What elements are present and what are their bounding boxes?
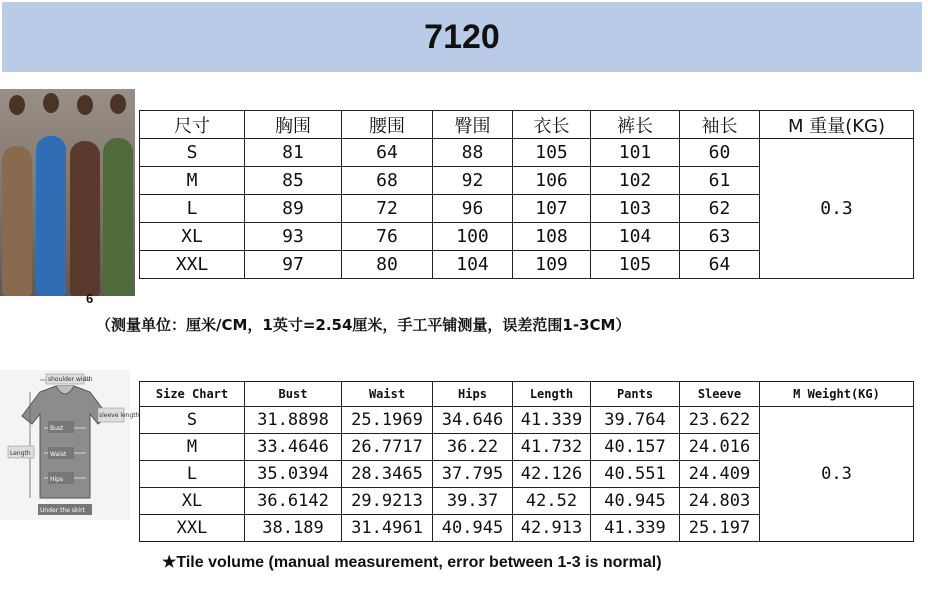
table-cell: 108 [513, 223, 591, 251]
table-cell: 104 [591, 223, 680, 251]
length-label: Length [10, 450, 31, 457]
table-cell: 23.622 [680, 407, 760, 434]
table-cell: L [140, 461, 245, 488]
table-cell: 63 [680, 223, 760, 251]
table-cell: 33.4646 [245, 434, 342, 461]
header-cell: 尺寸 [140, 111, 245, 139]
measurement-note-cn: （测量单位：厘米/CM，1英寸=2.54厘米，手工平铺测量，误差范围1-3CM） [96, 316, 631, 334]
table-cell: 107 [513, 195, 591, 223]
table-cell: 103 [591, 195, 680, 223]
table-cell: 62 [680, 195, 760, 223]
table-cell: 100 [433, 223, 513, 251]
header-cell: 衣长 [513, 111, 591, 139]
table-cell: 89 [245, 195, 342, 223]
table-cell: 36.22 [433, 434, 513, 461]
header-cell: M 重量(KG) [760, 111, 914, 139]
table-cell: 101 [591, 139, 680, 167]
table-cell: 24.409 [680, 461, 760, 488]
measurement-diagram [0, 370, 140, 520]
table-cell: XXL [140, 515, 245, 542]
table-cell: S [140, 139, 245, 167]
table-cell: 40.551 [591, 461, 680, 488]
waist-label: Waist [50, 451, 67, 458]
table-cell: 104 [433, 251, 513, 279]
table-cell: 93 [245, 223, 342, 251]
table-cell: 25.1969 [342, 407, 433, 434]
table-cell: M [140, 167, 245, 195]
table-cell: 68 [342, 167, 433, 195]
table-cell: 92 [433, 167, 513, 195]
table-cell: 41.339 [513, 407, 591, 434]
header-cell: 胸围 [245, 111, 342, 139]
table-cell: 64 [680, 251, 760, 279]
table-cell: 97 [245, 251, 342, 279]
title-banner [2, 2, 922, 72]
table-row [140, 139, 914, 167]
weight-cell: 0.3 [760, 407, 914, 542]
table-cell: 34.646 [433, 407, 513, 434]
table-cell: 81 [245, 139, 342, 167]
header-cell: Size Chart [140, 382, 245, 407]
table-cell: 39.37 [433, 488, 513, 515]
header-cell: Length [513, 382, 591, 407]
table-cell: 41.339 [591, 515, 680, 542]
measurement-note-en: ★Tile volume (manual measurement, error between 1-3 is normal) [162, 554, 662, 571]
table-cell: S [140, 407, 245, 434]
table-cell: 25.197 [680, 515, 760, 542]
size-table-cm [139, 110, 914, 279]
shoulder-label: shoulder width [48, 376, 93, 383]
table-header-row [140, 382, 914, 407]
photo-caption: 6 [86, 291, 94, 306]
table-cell: 102 [591, 167, 680, 195]
table-cell: XL [140, 488, 245, 515]
bust-label: Bust [50, 425, 64, 432]
page-title: 7120 [424, 17, 500, 56]
table-cell: 80 [342, 251, 433, 279]
table-cell: 28.3465 [342, 461, 433, 488]
table-cell: XL [140, 223, 245, 251]
product-photo [0, 89, 135, 296]
table-cell: 76 [342, 223, 433, 251]
header-cell: 袖长 [680, 111, 760, 139]
header-cell: 裤长 [591, 111, 680, 139]
table-cell: 31.8898 [245, 407, 342, 434]
header-cell: 腰围 [342, 111, 433, 139]
table-cell: 88 [433, 139, 513, 167]
header-cell: Bust [245, 382, 342, 407]
dress-diagram [0, 370, 140, 520]
table-cell: 105 [591, 251, 680, 279]
sleeve-label: sleeve length [99, 412, 140, 419]
header-cell: 臀围 [433, 111, 513, 139]
table-cell: 40.945 [591, 488, 680, 515]
table-cell: 24.016 [680, 434, 760, 461]
table-cell: 72 [342, 195, 433, 223]
header-cell: M Weight(KG) [760, 382, 914, 407]
table-cell: 42.52 [513, 488, 591, 515]
table-cell: 41.732 [513, 434, 591, 461]
header-cell: Waist [342, 382, 433, 407]
table-cell: XXL [140, 251, 245, 279]
header-cell: Sleeve [680, 382, 760, 407]
table-cell: 26.7717 [342, 434, 433, 461]
table-header-row [140, 111, 914, 139]
table-cell: 38.189 [245, 515, 342, 542]
table-cell: 106 [513, 167, 591, 195]
header-cell: Pants [591, 382, 680, 407]
table-cell: 40.157 [591, 434, 680, 461]
table-cell: 31.4961 [342, 515, 433, 542]
table-cell: 39.764 [591, 407, 680, 434]
table-cell: 36.6142 [245, 488, 342, 515]
table-cell: 109 [513, 251, 591, 279]
header-cell: Hips [433, 382, 513, 407]
weight-cell: 0.3 [760, 139, 914, 279]
table-cell: 24.803 [680, 488, 760, 515]
table-cell: 60 [680, 139, 760, 167]
table-cell: 42.913 [513, 515, 591, 542]
table-cell: 61 [680, 167, 760, 195]
table-cell: 96 [433, 195, 513, 223]
table-cell: M [140, 434, 245, 461]
table-cell: 40.945 [433, 515, 513, 542]
table-row [140, 407, 914, 434]
table-cell: 64 [342, 139, 433, 167]
table-cell: 85 [245, 167, 342, 195]
table-cell: 37.795 [433, 461, 513, 488]
size-table-inch [139, 381, 914, 542]
skirt-label: Under the skirt [40, 507, 85, 514]
table-cell: 42.126 [513, 461, 591, 488]
table-cell: 35.0394 [245, 461, 342, 488]
hips-label: Hips [50, 476, 64, 483]
table-cell: L [140, 195, 245, 223]
table-cell: 29.9213 [342, 488, 433, 515]
table-cell: 105 [513, 139, 591, 167]
